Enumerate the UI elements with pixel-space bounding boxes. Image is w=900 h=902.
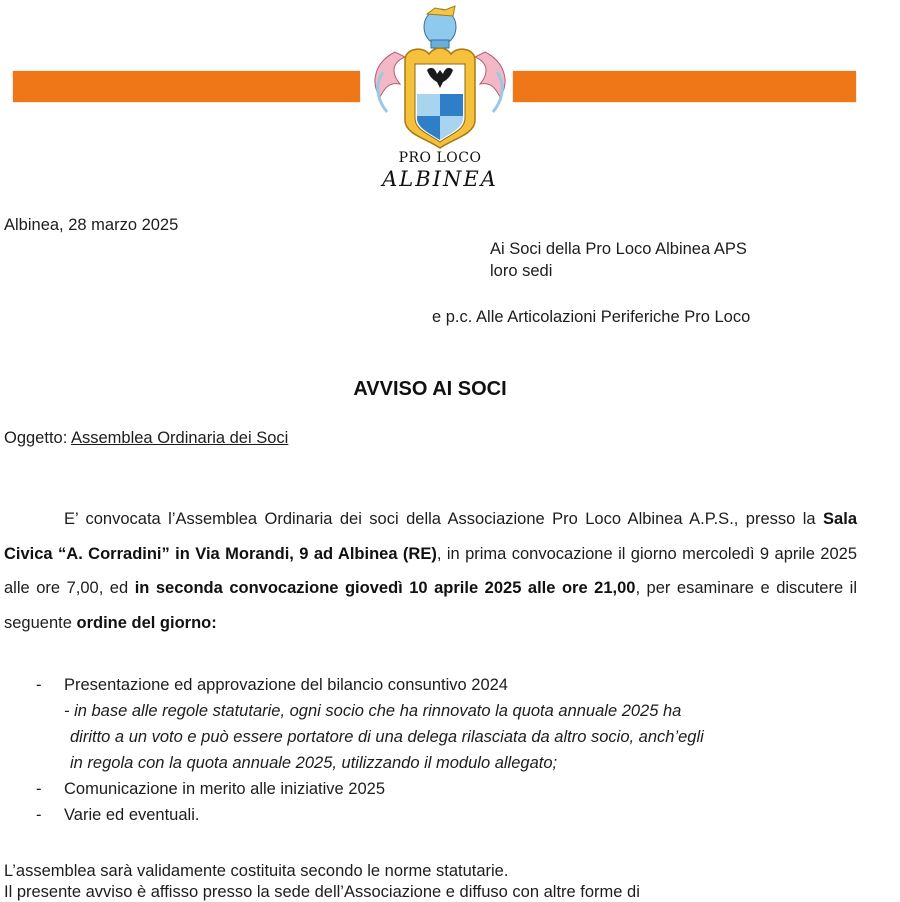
- subject-label: Oggetto:: [4, 429, 68, 447]
- bullet: -: [36, 780, 42, 798]
- venue: Sala Civica “A. Corradini” in Via Morandi, 9 ad Albinea (RE): [4, 510, 857, 563]
- agenda-note-line: - in base alle regole statutarie, ogni socio che ha rinnovato la quota annuale 2025 ha: [64, 702, 682, 720]
- bullet: -: [36, 806, 42, 824]
- header-bar-left: [13, 71, 360, 102]
- cc-line: e p.c. Alle Articolazioni Periferiche Pro Loco: [432, 308, 751, 326]
- pro-loco-logo: [365, 2, 515, 198]
- footer-line-2: Il presente avviso è affisso presso la sede dell’Associazione e diffuso con altre forme di: [4, 883, 640, 901]
- body-text-3: , per esaminare e discutere il seguente: [4, 579, 857, 632]
- subject-value: Assemblea Ordinaria dei Soci: [70, 429, 289, 447]
- convocation-paragraph: [4, 502, 857, 640]
- logo-text-pro-loco: PRO LOCO: [398, 150, 482, 166]
- recipient-line-1: Ai Soci della Pro Loco Albinea APS: [490, 240, 747, 258]
- agenda-label: ordine del giorno:: [76, 613, 217, 632]
- second-call-date: in seconda convocazione giovedì 10 aprile 2025 alle ore 21,00: [134, 579, 636, 598]
- logo-text-albinea: ALBINEA: [382, 167, 498, 191]
- body-text-2: , in prima convocazione il giorno mercoledì 9 aprile 2025 alle ore 7,00, ed: [4, 544, 857, 598]
- agenda-item-text: Presentazione ed approvazione del bilancio consuntivo 2024: [64, 676, 508, 694]
- recipient-line-2: loro sedi: [490, 262, 553, 280]
- subject-line: [4, 429, 288, 448]
- agenda-note-line: diritto a un voto e può essere portatore di una delega rilasciata da altro socio, anch’egli: [70, 728, 704, 746]
- header-bar-right: [513, 71, 856, 102]
- footer-line-1: L’assemblea sarà validamente costituita secondo le norme statutarie.: [4, 862, 509, 880]
- agenda-item-text: Comunicazione in merito alle iniziative 2025: [64, 780, 386, 798]
- coat-of-arms-icon: [365, 2, 515, 152]
- place-date: Albinea, 28 marzo 2025: [4, 216, 179, 234]
- agenda-note-line: in regola con la quota annuale 2025, utilizzando il modulo allegato;: [70, 754, 558, 772]
- body-text-1: E’ convocata l’Assemblea Ordinaria dei soci della Associazione Pro Loco Albinea A.P.S., presso la: [64, 510, 824, 528]
- agenda-item-text: Varie ed eventuali.: [64, 806, 200, 824]
- bullet: -: [36, 676, 42, 694]
- document-title: AVVISO AI SOCI: [353, 378, 507, 400]
